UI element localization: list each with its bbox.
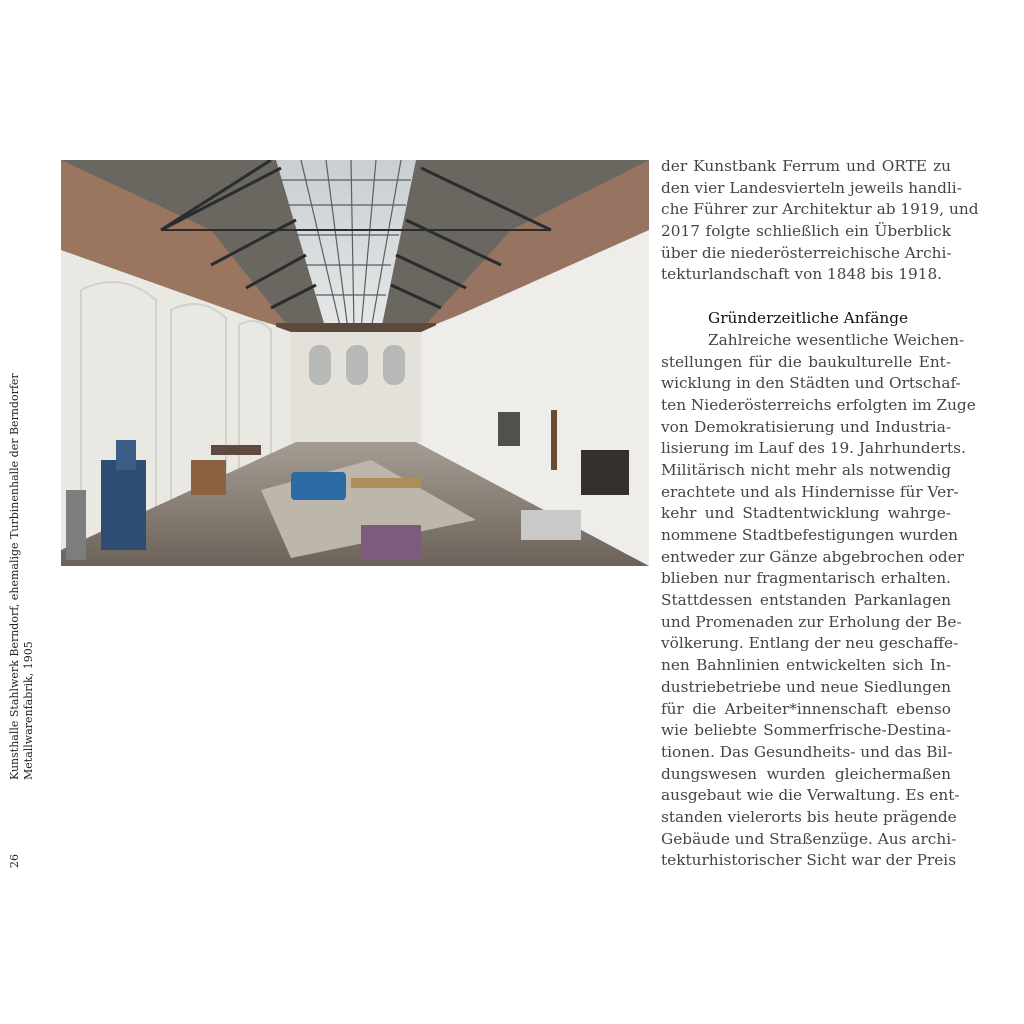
page-number: 26 xyxy=(8,854,21,868)
section-heading: Gründerzeitliche Anfänge xyxy=(708,309,909,328)
caption-line-1: Kunsthalle Stahlwerk Berndorf, ehemalige Turbinenhalle der Berndorfer xyxy=(8,373,21,780)
text-line: Zahlreiche wesentliche Weichen- xyxy=(708,330,965,349)
text-line: und Promenaden zur Erholung der Be- xyxy=(661,612,962,631)
text-line: nommene Stadtbefestigungen wurden xyxy=(661,526,959,544)
text-line: blieben nur fragmentarisch erhalten. xyxy=(661,569,951,588)
text-line: den vier Landesvierteln jeweils handli- xyxy=(661,178,962,197)
paragraph-2 xyxy=(661,330,976,872)
text-line: tekturlandschaft von 1848 bis 1918. xyxy=(661,265,943,284)
text-line: erachtete und als Hindernisse für Ver- xyxy=(661,482,959,501)
caption-line-2: Metallwarenfabrik, 1905 xyxy=(22,641,35,780)
text-line: völkerung. Entlang der neu geschaffe- xyxy=(661,634,959,653)
text-line: che Führer zur Architektur ab 1919, und xyxy=(661,200,979,219)
text-line: tekturhistorischer Sicht war der Preis xyxy=(661,851,957,870)
text-line: für die Arbeiter*innenschaft ebenso xyxy=(661,699,951,718)
text-line: standen vielerorts bis heute prägende xyxy=(661,807,957,826)
hall-photo xyxy=(61,160,649,566)
side-caption xyxy=(8,348,48,868)
text-line: lisierung im Lauf des 19. Jahrhunderts. xyxy=(661,439,966,458)
text-line: von Demokratisierung und Industria- xyxy=(661,417,951,436)
text-line: über die niederösterreichische Archi- xyxy=(661,243,952,262)
text-line: dungswesen wurden gleichermaßen xyxy=(661,764,951,783)
text-line: Stattdessen entstanden Parkanlagen xyxy=(661,591,951,610)
text-line: der Kunstbank Ferrum und ORTE zu xyxy=(661,157,951,175)
text-line: Militärisch nicht mehr als notwendig xyxy=(661,460,951,479)
text-line: wie beliebte Sommerfrische-Destina- xyxy=(661,721,951,740)
text-line: dustriebetriebe und neue Siedlungen xyxy=(661,677,951,696)
body-text xyxy=(661,156,979,872)
text-line: wicklung in den Städten und Ortschaf- xyxy=(661,374,961,393)
text-line: Gebäude und Straßenzüge. Aus archi- xyxy=(661,829,957,848)
text-line: nen Bahnlinien entwickelten sich In- xyxy=(661,656,951,675)
paragraph-1 xyxy=(661,156,979,286)
text-line: kehr und Stadtentwicklung wahrge- xyxy=(661,504,951,523)
text-line: stellungen für die baukulturelle Ent- xyxy=(661,352,951,371)
text-line: 2017 folgte schließlich ein Überblick xyxy=(661,222,951,241)
text-line: entweder zur Gänze abgebrochen oder xyxy=(661,547,965,566)
text-line: ten Niederösterreichs erfolgten im Zuge xyxy=(661,395,976,414)
text-line: ausgebaut wie die Verwaltung. Es ent- xyxy=(661,786,960,805)
text-line: tionen. Das Gesundheits- und das Bil- xyxy=(661,742,953,761)
